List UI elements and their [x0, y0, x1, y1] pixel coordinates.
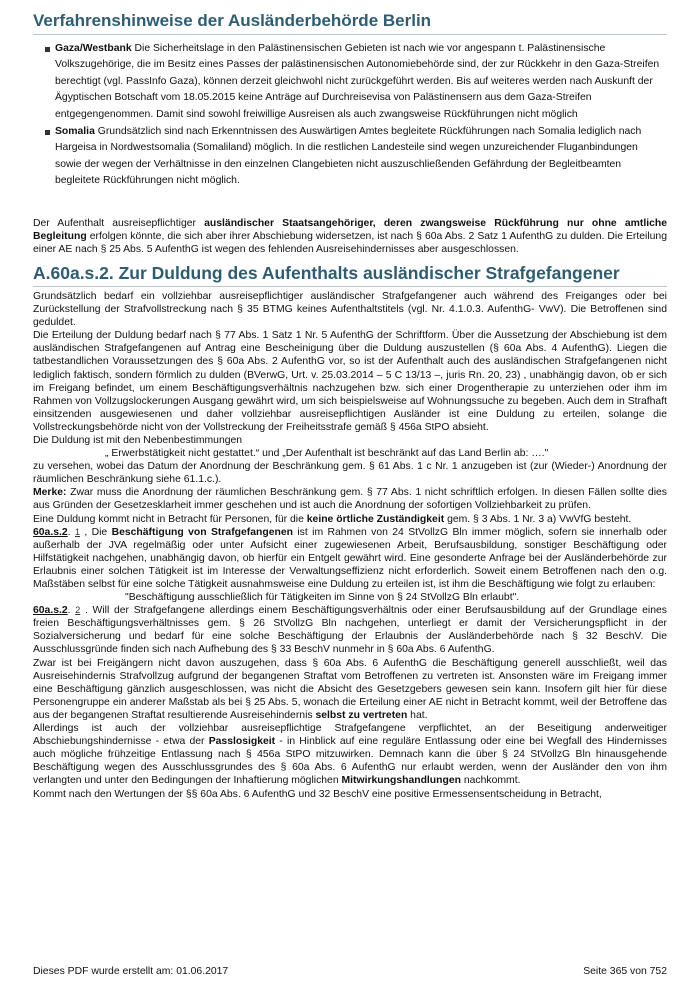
paragraph-3: Die Duldung ist mit den Nebenbestimmungen — [33, 434, 243, 446]
p5-text: Zwar ist bei Freigängern nicht davon auszugehen, dass § 60a Abs. 6 AufenthG die Beschäftigung generell ausschließt, weil das Ausreisehindernis Strafvollzug aufgrund der begangenen Straftat vom Betroffenen zu vertreten ist. Ansonsten wäre im Freigang immer eine Beschäftigung gänzlich ausgeschlossen, was nicht die Absicht des Gesetzgebers gewesen sein kann. Insofern gilt hier für diese Personengruppe ein anderer Maßstab als bei § 25 Abs. 5, wonach die Erteilung einer AE nicht in Betracht kommt, weil der Betroffene das aus der begangenen Straftat resultierende Ausreisehindernis — [33, 657, 667, 721]
spacer — [33, 191, 667, 217]
footnote-link[interactable]: 1 — [74, 526, 80, 537]
beschaeftigung-quote: "Beschäftigung ausschließlich für Tätigkeiten im Sinne von § 24 StVollzG Bln erlaubt". — [125, 592, 520, 604]
paragraph-5 — [33, 657, 667, 722]
intro-text-end: erfolgen könnte, die sich aber ihrer Abschiebung widersetzen, ist nach § 60a Abs. 2 Satz 1 AufenthG zu dulden. Die Erteilung einer AE nach § 25 Abs. 5 AufenthG ist wegen des fehlenden Ausreisehindernisses aber ausgeschlossen. — [33, 230, 667, 255]
p4-text-end: gem. § 3 Abs. 1 Nr. 3 a) VwVfG besteht. — [444, 513, 632, 525]
ref-sep: . — [67, 605, 76, 617]
list-item-text: Die Sicherheitslage in den Palästinensischen Gebieten ist nach wie vor angespann t. Palästinensische Volkszugehörige, die im Besitz eines Passes der palästinensischen Autonomiebehörde sind, der zur Rückkehr in den Gaza-Streifen berechtigt (vgl. PassInfo Gaza), können derzeit gleichwohl nicht zurückgeführt werden. Bis auf weiteres werden nach Auskunft der Ägyptischen Botschaft vom 18.05.2015 keine Anträge auf Durchreisevisa von Palästinensern aus dem Gaza-Streifen entgegengenommen. Damit sind sowohl freiwillige Ausreisen als auch zwangsweise Rückführungen nicht möglich — [55, 43, 660, 120]
bullet-icon — [45, 47, 50, 52]
p6-text-mid: - in Hinblick auf eine reguläre Entlassung oder eine bei Wegfall des Hindernisses auch mögliche frühzeitige Entlassung nach § 456a StPO mitzuwirken. Demnach kann die über § 24 StVollzG Bln hinausgehende Beschäftigung wegen des Ausschlussgrundes des § 60a Abs. 6 AufenthG nur erlaubt werden, wenn der Ausländer den von ihm verlangten und unter den Bedingungen der Inhaftierung möglichen — [33, 736, 667, 787]
bullet-icon — [45, 130, 50, 135]
footer-created-date: Dieses PDF wurde erstellt am: 01.06.2017 — [33, 966, 229, 977]
list-item-text: Grundsätzlich sind nach Erkenntnissen des Auswärtigen Amtes begleitete Rückführungen nach Somalia lediglich nach Hargeisa in Nordwestsomalia (Somaliland) möglich. In die restlichen Landesteile sind wegen unzureichender Fluganbindungen sowie der wegen der Verhältnisse in den einzelnen Clangebieten nicht auszuschließenden Gefährdung der Begleitbeamten begleitete Rückführungen nicht möglich. — [55, 126, 642, 187]
merke-paragraph — [33, 486, 667, 512]
subsection-ref: 60a.s.2 — [33, 605, 68, 617]
list-item-term: Gaza/Westbank — [55, 43, 132, 54]
country-list — [33, 41, 667, 190]
footnote-link[interactable]: 2 — [75, 605, 81, 616]
section-rule — [33, 286, 667, 287]
page-footer — [33, 966, 667, 977]
merke-label: Merke: — [33, 487, 67, 499]
subsection-text: . Will der Strafgefangene allerdings einem Beschäftigungsverhältnis oder einer Berufsausbildung auf der Grundlage eines freien Beschäftigungsverhältnisses gem. § 26 StVollzG Bln nachgehen, unterliegt er damit der Versicherungspflicht in der Sozialversicherung und bedarf für eine solche Beschäftigung der Erlaubnis der Ausländerbehörde nach § 32 BeschV. Die Ausschlussgründe finden sich nach Aufhebung des § 33 BeschV nunmehr in § 60a Abs. 6 AufenthG. — [33, 605, 667, 656]
subsection-ref: 60a.s.2 — [33, 526, 68, 538]
document-page — [33, 8, 667, 801]
p6-text: Allerdings ist auch der vollziehbar ausreisepflichtige Strafgefangene verpflichtet, an der Beseitigung anderweitiger Abschiebungshindernisse - etwa der — [33, 723, 667, 748]
intro-text: Der Aufenthalt ausreisepflichtiger — [33, 217, 205, 229]
paragraph-2: Die Erteilung der Duldung bedarf nach § 77 Abs. 1 Satz 1 Nr. 5 AufenthG der Schriftform. Über die Aussetzung der Abschiebung ist dem ausländischen Strafgefangenen auf Antrag eine Bescheinigung über die Duldung auszustellen (§ 60a Abs. 4 AufenthG). Liegen die tatbestandlichen Voraussetzungen des § 60a Abs. 2 AufenthG vor, so ist der Aufenthalt auch des ausländischen Strafgefangenen nicht lediglich faktisch, sondern förmlich zu dulden (BVerwG, Urt. v. 25.03.2014 – 5 C 13/13 –, juris Rn. 20, 23) , unabhängig davon, ob er sich im Freigang befindet, um einem Beschäftigungsverhältnis nachzugehen bzw. sich einer Drogentherapie zu unterziehen oder ihm im Rahmen von Vollzugslockerungen Ausgang gewährt wird, um sich beispielsweise auf Wohnungssuche zu begeben. Auch dem in Strafhaft einsitzenden ausgewiesenen und daher vollziehbar ausreisepflichtigen Ausländer ist eine Duldung zu erteilen, solange die Vollstreckungsbehörde nicht von der Vollstreckung der Freiheitsstrafe gemäß § 456a StPO absieht. — [33, 330, 667, 433]
subsection-bold: Beschäftigung von Strafgefangenen — [111, 526, 293, 538]
p6-text-end: nachkommt. — [460, 775, 521, 787]
paragraph-4 — [33, 513, 667, 526]
subsection-2 — [33, 604, 667, 656]
paragraph-7: Kommt nach den Wertungen der §§ 60a Abs. 6 AufenthG und 32 BeschV eine positive Ermessensentscheidung in Betracht, — [33, 788, 602, 800]
paragraph-6 — [33, 722, 667, 787]
list-item-term: Somalia — [55, 126, 95, 138]
section-heading: A.60a.s.2. Zur Duldung des Aufenthalts ausländischer Strafgefangener — [33, 262, 620, 283]
intro-paragraph — [33, 217, 667, 256]
document-title: Verfahrenshinweise der Ausländerbehörde Berlin — [33, 11, 432, 30]
ref-sep: . — [67, 526, 75, 538]
list-item — [45, 41, 667, 123]
list-item — [45, 124, 667, 190]
p6-bold: Passlosigkeit — [208, 736, 276, 748]
p6-bold-2: Mitwirkungshandlungen — [341, 775, 461, 787]
paragraph-3-cont: zu versehen, wobei das Datum der Anordnung der Beschränkung gem. § 61 Abs. 1 c Nr. 1 anzugeben ist (zur (Wieder-) Anordnung der räumlichen Beschränkung siehe 61.1.c.). — [33, 461, 667, 486]
ref-comma: , Die — [79, 526, 112, 538]
paragraph-1: Grundsätzlich bedarf ein vollziehbar ausreisepflichtiger ausländischer Strafgefangener auch während des Freiganges oder bei Zurückstellung der Strafvollstreckung nach § 35 BTMG keines Aufenthaltstitels (vgl. Nr. 4.1.0.3. AufenthG- VwV). Die Betroffenen sind geduldet. — [33, 290, 667, 329]
subsection-text: ist im Rahmen von 24 StVollzG Bln immer möglich, sofern sie innerhalb oder außerhalb der JVA regelmäßig oder unter Aufsicht einer zugewiesenen Arbeit, Berufsausbildung, sonstiger Beschäftigung oder Hilfstätigkeit nachgehen, unabhängig davon, ob hierfür ein Entgelt gewährt wird. Eine gesonderte Anfrage bei der Ausländerbehörde zur Erlaubnis einer solchen Tätigkeit ist im Interesse der Verwaltungseffizienz nicht erforderlich. Soweit einem Betroffenen nach den o.g. Maßstäben selbst für eine solche Tätigkeit ausnahmsweise eine Duldung zu erteilen ist, ist ihm die Beschäftigung wie folgt zu erlauben: — [33, 526, 667, 590]
nebenbestimmung-quote: „ Erwerbstätigkeit nicht gestattet.“ und „Der Aufenthalt ist beschränkt auf das Land Berlin ab: …." — [105, 448, 549, 460]
title-rule — [33, 34, 667, 35]
subsection-1 — [33, 526, 667, 591]
p5-text-end: hat. — [407, 709, 428, 721]
intro-bold: ausländischer Staatsangehöriger, deren zwangsweise Rückführung nur ohne amtliche Begleitung — [33, 217, 667, 242]
footer-page-number: Seite 365 von 752 — [583, 966, 667, 977]
merke-text: Zwar muss die Anordnung der räumlichen Beschränkung gem. § 77 Abs. 1 nicht schriftlich erfolgen. In diesen Fällen sollte dies aus Gründen der Gesetzesklarheit immer geschehen und ist auch die Anordnung der sofortigen Vollziehbarkeit zu prüfen. — [33, 487, 667, 512]
p4-bold: keine örtliche Zuständigkeit — [306, 513, 445, 525]
p5-bold: selbst zu vertreten — [315, 709, 408, 721]
p4-text: Eine Duldung kommt nicht in Betracht für Personen, für die — [33, 513, 307, 525]
